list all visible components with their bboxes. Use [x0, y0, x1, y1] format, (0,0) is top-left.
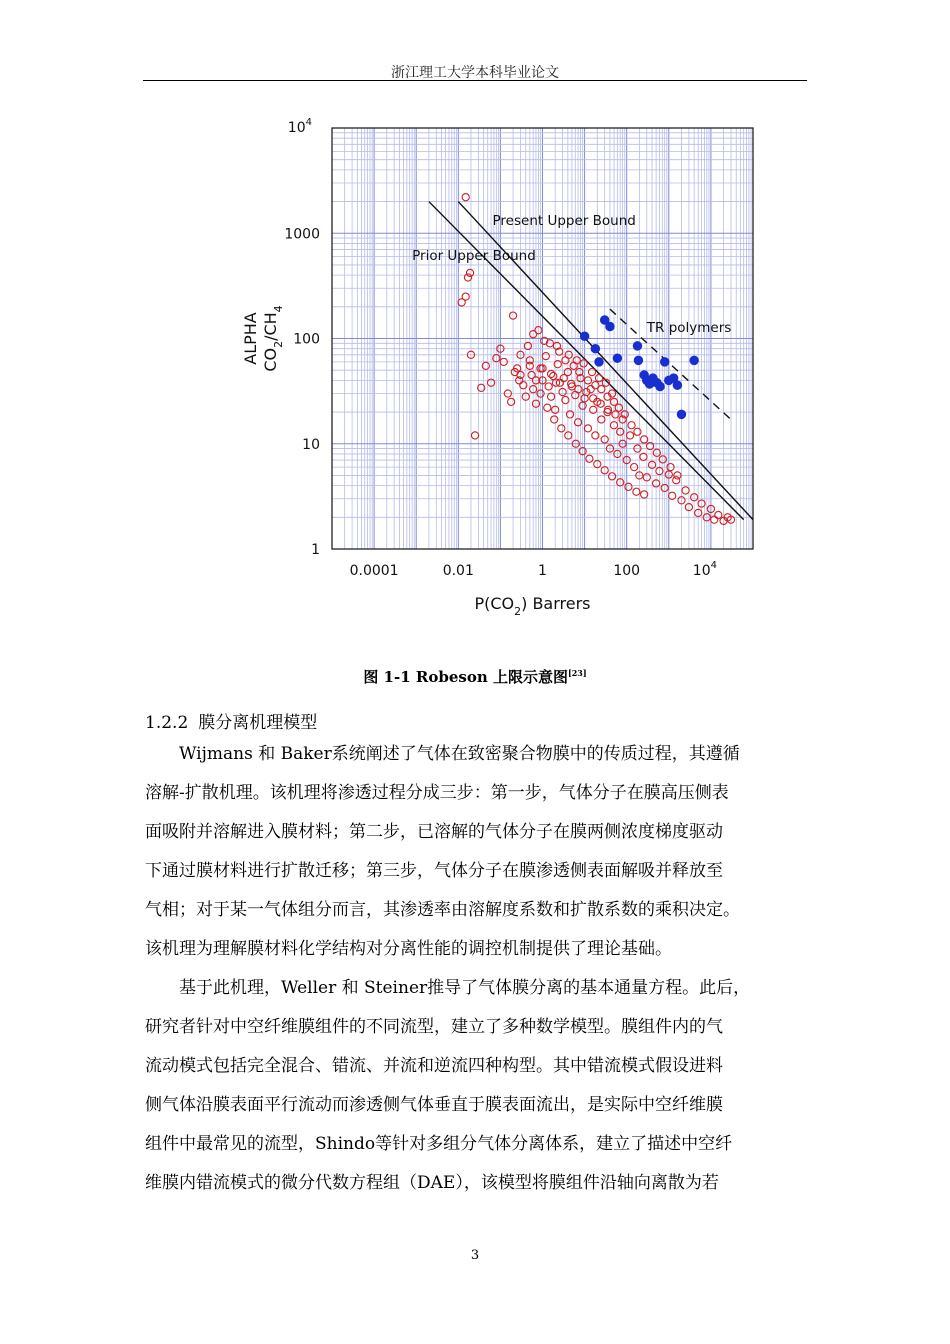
paragraph-line: 研究者针对中空纤维膜组件的不同流型，建立了多种数学模型。膜组件内的气: [145, 1017, 723, 1037]
caption-ref: [23]: [567, 668, 587, 678]
y-tick-label: 1000: [284, 226, 320, 243]
y-axis-label: [241, 305, 285, 371]
paragraph-line: 基于此机理，Weller 和 Steiner推导了气体膜分离的基本通量方程。此后，: [179, 978, 751, 998]
tr-polymer-point: [673, 381, 681, 389]
y-tick-label: $10^4$: [287, 117, 312, 136]
paragraph-line: 该机理为理解膜材料化学结构对分离性能的调控机制提供了理论基础。: [145, 939, 672, 959]
section-number: 1.2.2: [145, 713, 189, 733]
x-tick-label: $10^4$: [692, 560, 718, 579]
paragraph-line: Wijmans 和 Baker系统阐述了气体在致密聚合物膜中的传质过程，其遵循: [179, 744, 740, 764]
paragraph-line: 流动模式包括完全混合、错流、并流和逆流四种构型。其中错流模式假设进料: [145, 1056, 723, 1076]
x-tick-label: 1: [538, 563, 547, 579]
tr-polymer-point: [606, 322, 614, 330]
tr-polymer-point: [580, 332, 588, 340]
svg-text:CO2/CH4: $CO_2/CH_4$: [261, 305, 285, 372]
chart-annotation: Present Upper Bound: [492, 212, 636, 229]
tr-polymer-point: [677, 410, 685, 418]
x-tick-label: 100: [613, 563, 641, 579]
tr-polymer-point: [661, 358, 669, 366]
page-number: 3: [470, 1248, 480, 1263]
robeson-chart: [215, 112, 775, 622]
paragraph-line: 下通过膜材料进行扩散迁移；第三步，气体分子在膜渗透侧表面解吸并释放至: [145, 861, 723, 881]
chart-annotation: TR polymers: [646, 320, 732, 337]
y-tick-label: 100: [293, 331, 320, 348]
x-tick-label: 0.01: [442, 563, 474, 579]
paragraph-line: 溶解-扩散机理。该机理将渗透过程分成三步：第一步，气体分子在膜高压侧表: [145, 783, 729, 803]
x-axis-label: $P(CO_2)$ Barrers: [474, 594, 591, 618]
svg-text:ALPHA: ALPHA: [241, 312, 260, 365]
chart-grid: [332, 128, 753, 549]
tr-polymer-point: [591, 344, 599, 352]
tr-polymer-point: [656, 382, 664, 390]
tr-polymer-point: [595, 358, 603, 366]
section-title: 膜分离机理模型: [198, 713, 318, 733]
caption-label: 图 1-1 Robeson 上限示意图: [363, 668, 568, 686]
header-rule: [143, 80, 807, 81]
paragraph-line: 面吸附并溶解进入膜材料；第二步，已溶解的气体分子在膜两侧浓度梯度驱动: [145, 822, 723, 842]
paragraph-line: 气相；对于某一气体组分而言，其渗透率由溶解度系数和扩散系数的乘积决定。: [145, 900, 740, 920]
tr-polymer-point: [613, 354, 621, 362]
tr-polymer-point: [690, 356, 698, 364]
x-tick-label: 0.0001: [349, 563, 399, 579]
page-header: 浙江理工大学本科毕业论文: [391, 65, 559, 81]
paragraph-line: 侧气体沿膜表面平行流动而渗透侧气体垂直于膜表面流出，是实际中空纤维膜: [145, 1095, 723, 1115]
tr-polymer-point: [634, 356, 642, 364]
y-tick-label: 10: [302, 436, 320, 453]
section-heading: [145, 708, 317, 733]
paragraph-1: [145, 735, 810, 969]
y-tick-label: 1: [311, 542, 320, 558]
tr-polymer-point: [633, 342, 641, 350]
figure-caption: [0, 666, 950, 687]
paragraph-line: 组件中最常见的流型，Shindo等针对多组分气体分离体系，建立了描述中空纤: [145, 1134, 733, 1154]
paragraph-line: 维膜内错流模式的微分代数方程组（DAE），该模型将膜组件沿轴向离散为若: [145, 1173, 719, 1193]
paragraph-2: [145, 969, 810, 1203]
chart-annotation: Prior Upper Bound: [412, 247, 536, 264]
